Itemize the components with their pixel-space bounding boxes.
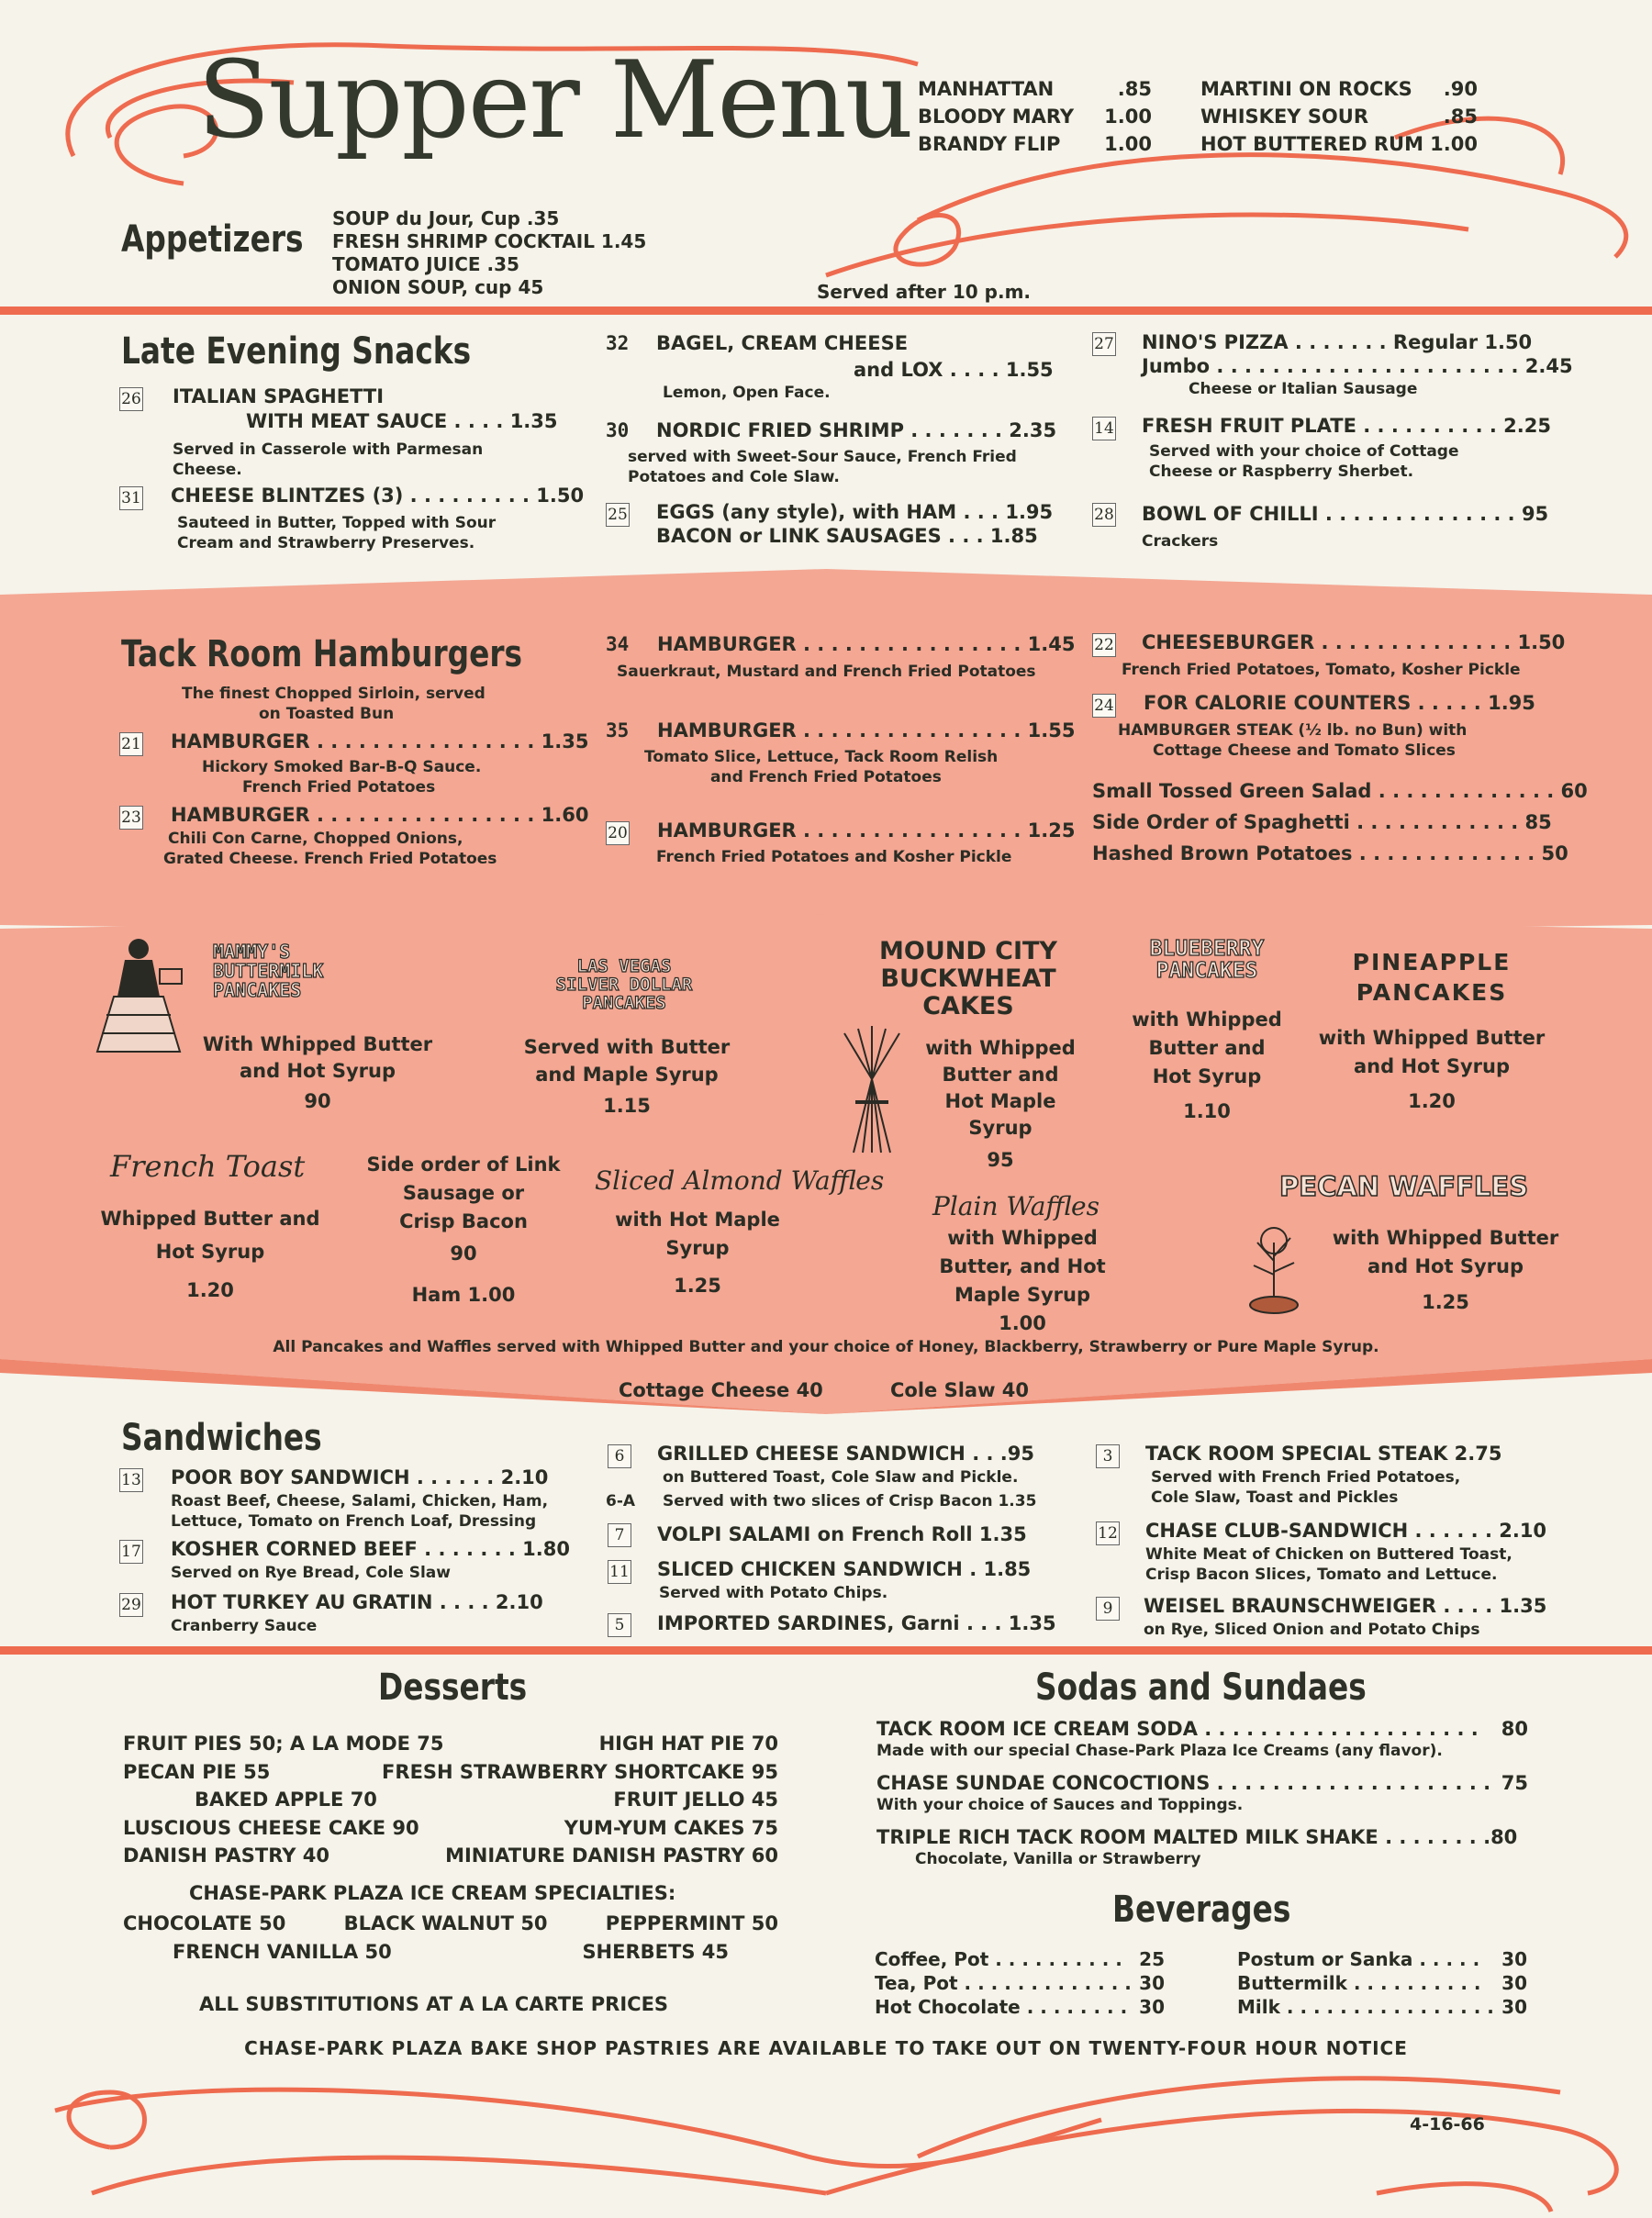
menu-item-name: VOLPI SALAMI on French Roll 1.35 <box>657 1523 1027 1545</box>
desc-line: Hot Syrup <box>155 1241 265 1263</box>
drink-item <box>918 130 1152 158</box>
menu-item-name: BAGEL, CREAM CHEESE <box>656 332 909 354</box>
beverage-name: Postum or Sanka . . . . . <box>1237 1948 1480 1970</box>
beverages-right <box>1237 1947 1527 2019</box>
mammy-title-line: MAMMY'S <box>213 941 291 963</box>
beverages-left <box>875 1947 1165 2019</box>
menu-item-desc: French Fried Potatoes and Kosher Pickle <box>656 848 1012 866</box>
desc-line: Maple Syrup <box>954 1284 1090 1306</box>
soda-desc: With your choice of Sauces and Toppings. <box>876 1796 1244 1814</box>
beverage-name: Hot Chocolate . . . . . . . . <box>875 1996 1128 2018</box>
menu-item-desc: White Meat of Chicken on Buttered Toast, <box>1145 1545 1512 1564</box>
buckwheat-title <box>854 938 1083 1020</box>
menu-item-name: HAMBURGER . . . . . . . . . . . . . . . . 1.35 <box>171 730 589 752</box>
menu-item-desc: Cottage Cheese and Tomato Slices <box>1153 741 1456 760</box>
price: 1.15 <box>603 1095 651 1117</box>
desc-line: Syrup <box>968 1117 1032 1139</box>
ice-cream-item: FRENCH VANILLA 50 <box>173 1941 392 1963</box>
menu-item-desc: Lettuce, Tomato on French Loaf, Dressing <box>171 1512 537 1531</box>
menu-item-name: EGGS (any style), with HAM . . . 1.95 <box>656 501 1054 523</box>
soda-item <box>876 1772 1528 1794</box>
dessert-item: YUM-YUM CAKES 75 <box>564 1816 778 1839</box>
desc-line: Butter and <box>942 1064 1059 1086</box>
desc-line: Butter, and Hot <box>939 1255 1106 1277</box>
menu-item-desc: HAMBURGER STEAK (½ lb. no Bun) with <box>1118 721 1468 740</box>
hamburgers-intro: The finest Chopped Sirloin, served <box>182 685 486 703</box>
beverage-price: 30 <box>1501 1972 1527 1994</box>
beverage-name: Milk . . . . . . . . . . . . . . . . <box>1237 1996 1494 2018</box>
item-number: 34 <box>606 633 630 655</box>
beverage-price: 25 <box>1139 1948 1165 1970</box>
drink-name: MARTINI ON ROCKS <box>1200 78 1412 100</box>
beverage-name: Buttermilk . . . . . . . . . . <box>1237 1972 1481 1994</box>
soda-desc: Chocolate, Vanilla or Strawberry <box>915 1850 1201 1868</box>
item-number: 20 <box>606 821 630 845</box>
soda-price: 75 <box>1501 1772 1528 1794</box>
menu-item-desc: Grated Cheese. French Fried Potatoes <box>163 850 497 868</box>
menu-item-desc: Cheese. <box>173 461 242 479</box>
drink-item <box>918 103 1152 130</box>
dessert-item: MINIATURE DANISH PASTRY 60 <box>445 1845 778 1867</box>
menu-item-desc: on Buttered Toast, Cole Slaw and Pickle. <box>663 1468 1019 1487</box>
appetizers-list <box>332 207 646 299</box>
drink-item <box>1200 130 1478 158</box>
pecan-tree-illustration <box>1241 1224 1307 1316</box>
price: Ham 1.00 <box>411 1284 516 1306</box>
menu-date: 4-16-66 <box>1410 2114 1485 2134</box>
item-number: 6-A <box>606 1492 636 1510</box>
pancake-note: All Pancakes and Waffles served with Whipped Butter and your choice of Honey, Blackberry, Strawberry or Pure Maple Syrup. <box>273 1338 1379 1356</box>
mammy-illustration <box>88 932 189 1059</box>
hamburgers-heading: Tack Room Hamburgers <box>121 633 523 675</box>
pecan-waffles-desc <box>1312 1224 1579 1317</box>
menu-item-desc: Cole Slaw, Toast and Pickles <box>1151 1488 1399 1507</box>
price: 1.25 <box>674 1275 721 1297</box>
pineapple-desc <box>1312 1024 1551 1116</box>
drink-item <box>1200 75 1478 103</box>
bakeshop-note: CHASE-PARK PLAZA BAKE SHOP PASTRIES ARE AVAILABLE TO TAKE OUT ON TWENTY-FOUR HOUR NOTICE <box>244 2037 1408 2059</box>
desc-line: with Whipped Butter <box>1332 1227 1559 1249</box>
price: 90 <box>450 1243 477 1265</box>
menu-title: Supper Menu <box>197 39 912 162</box>
drink-item <box>1200 103 1478 130</box>
item-number: 30 <box>606 419 630 441</box>
soda-name: TRIPLE RICH TACK ROOM MALTED MILK SHAKE . . . . . . . .80 <box>876 1826 1518 1848</box>
item-number: 25 <box>606 503 630 527</box>
menu-item-name: WITH MEAT SAUCE . . . . 1.35 <box>246 410 558 432</box>
drink-price: .85 <box>1117 78 1152 100</box>
desserts-list <box>123 1730 778 1870</box>
ice-cream-heading: CHASE-PARK PLAZA ICE CREAM SPECIALTIES: <box>189 1882 676 1904</box>
menu-item-name: KOSHER CORNED BEEF . . . . . . . 1.80 <box>171 1538 570 1560</box>
desc-line: Butter and <box>1148 1037 1266 1059</box>
menu-item-name: ITALIAN SPAGHETTI <box>173 385 385 407</box>
price: 1.25 <box>1422 1291 1469 1313</box>
menu-item-name: Jumbo . . . . . . . . . . . . . . . . . . . . . . 2.45 <box>1142 355 1573 377</box>
menu-item-name: IMPORTED SARDINES, Garni . . . 1.35 <box>657 1612 1056 1634</box>
beverage-item <box>875 1995 1165 2019</box>
divider <box>0 1646 1652 1655</box>
item-number: 32 <box>606 332 630 354</box>
dessert-item: LUSCIOUS CHEESE CAKE 90 <box>123 1816 419 1839</box>
menu-item-desc: Lemon, Open Face. <box>663 384 831 402</box>
menu-item-name: BOWL OF CHILLI . . . . . . . . . . . . . . 95 <box>1142 503 1549 525</box>
menu-item-name: CHEESEBURGER . . . . . . . . . . . . . . 1.50 <box>1142 631 1566 653</box>
substitutions-note: ALL SUBSTITUTIONS AT A LA CARTE PRICES <box>199 1993 669 2015</box>
dessert-row <box>123 1814 778 1843</box>
item-number: 14 <box>1092 417 1116 440</box>
drinks-left <box>918 75 1152 158</box>
buckwheat-title-line: MOUND CITY <box>879 937 1057 965</box>
desc-line: with Whipped Butter <box>1318 1027 1546 1049</box>
drink-price: .85 <box>1443 106 1478 128</box>
mammy-desc <box>189 1031 446 1115</box>
menu-item-desc: French Fried Potatoes <box>242 778 436 797</box>
lasvegas-desc <box>503 1033 751 1120</box>
menu-item-name: HAMBURGER . . . . . . . . . . . . . . . . 1.45 <box>657 633 1076 655</box>
item-number: 22 <box>1092 633 1116 657</box>
blueberry-title-line: BLUEBERRY <box>1149 937 1265 961</box>
buckwheat-title-line: BUCKWHEAT <box>880 964 1056 993</box>
desc-line: with Whipped <box>1132 1009 1282 1031</box>
extra-cole-slaw: Cole Slaw 40 <box>890 1379 1030 1401</box>
soda-price: 80 <box>1501 1718 1528 1740</box>
drink-name: BRANDY FLIP <box>918 133 1061 155</box>
dessert-row <box>123 1786 778 1814</box>
dessert-item: FRESH STRAWBERRY SHORTCAKE 95 <box>382 1760 778 1783</box>
menu-item-name: HAMBURGER . . . . . . . . . . . . . . . . 1.60 <box>171 804 589 826</box>
pecan-waffles-title: PECAN WAFFLES <box>1279 1171 1529 1202</box>
menu-item-desc: Served with two slices of Crisp Bacon 1.35 <box>663 1492 1037 1510</box>
dessert-row <box>123 1758 778 1787</box>
menu-item-name: CHEESE BLINTZES (3) . . . . . . . . . 1.50 <box>171 485 585 507</box>
divider <box>0 307 1652 315</box>
menu-item-desc: Served with your choice of Cottage <box>1149 442 1459 461</box>
desc-line: with Whipped <box>925 1037 1076 1059</box>
menu-item-name: BACON or LINK SAUSAGES . . . 1.85 <box>656 525 1038 547</box>
menu-item-desc: Served on Rye Bread, Cole Slaw <box>171 1564 451 1582</box>
menu-item-desc: French Fried Potatoes, Tomato, Kosher Pickle <box>1122 661 1521 679</box>
side-item: Hashed Brown Potatoes . . . . . . . . . . . . . 50 <box>1092 842 1568 864</box>
side-sausage-desc <box>358 1151 569 1310</box>
price: 1.10 <box>1183 1100 1231 1122</box>
appetizer-item: FRESH SHRIMP COCKTAIL 1.45 <box>332 230 647 252</box>
desc-line: and Hot Syrup <box>240 1060 396 1082</box>
lasvegas-title <box>514 958 734 1013</box>
ice-cream-item: SHERBETS 45 <box>582 1941 729 1963</box>
item-number: 12 <box>1096 1521 1120 1545</box>
ice-cream-item: CHOCOLATE 50 <box>123 1912 286 1934</box>
item-number: 5 <box>608 1613 631 1637</box>
desc-line: and Hot Syrup <box>1354 1055 1510 1077</box>
desc-line: Sausage or <box>402 1182 525 1204</box>
dessert-item: FRUIT JELLO 45 <box>613 1789 778 1811</box>
menu-item-desc: on Rye, Sliced Onion and Potato Chips <box>1144 1621 1480 1639</box>
soda-name: TACK ROOM ICE CREAM SODA . . . . . . . . . . . . . . . . . . . . <box>876 1718 1479 1740</box>
item-number: 28 <box>1092 503 1116 527</box>
beverage-price: 30 <box>1139 1996 1165 2018</box>
lasvegas-title-line: LAS VEGAS <box>576 956 672 976</box>
ice-cream-item: BLACK WALNUT 50 <box>343 1912 548 1934</box>
price: 1.20 <box>186 1279 234 1301</box>
wheat-sheaf-illustration <box>835 1024 909 1162</box>
blueberry-desc <box>1120 1006 1294 1126</box>
buckwheat-desc <box>909 1035 1092 1174</box>
desc-line: Whipped Butter and <box>100 1208 320 1230</box>
item-number: 9 <box>1096 1597 1120 1621</box>
ice-cream-item: PEPPERMINT 50 <box>605 1912 778 1934</box>
menu-item-desc: Tomato Slice, Lettuce, Tack Room Relish <box>644 748 999 766</box>
beverages-heading: Beverages <box>1112 1889 1291 1931</box>
item-number: 21 <box>119 732 143 756</box>
snacks-heading: Late Evening Snacks <box>121 330 472 373</box>
dessert-item: BAKED APPLE 70 <box>195 1789 377 1811</box>
beverage-price: 30 <box>1501 1948 1527 1970</box>
side-item: Side Order of Spaghetti . . . . . . . . . . . . 85 <box>1092 811 1552 833</box>
menu-item-desc: Cream and Strawberry Preserves. <box>177 534 475 552</box>
price: 95 <box>987 1149 1014 1171</box>
item-number: 11 <box>608 1560 631 1584</box>
dessert-row <box>123 1730 778 1758</box>
menu-item-desc: and French Fried Potatoes <box>710 768 942 786</box>
ice-cream-row <box>123 1912 778 1934</box>
sandwiches-heading: Sandwiches <box>121 1417 322 1459</box>
extra-cottage-cheese: Cottage Cheese 40 <box>619 1379 823 1401</box>
menu-item-name: HAMBURGER . . . . . . . . . . . . . . . . 1.25 <box>657 819 1076 842</box>
item-number: 35 <box>606 719 630 741</box>
desc-line: with Hot Maple <box>615 1209 780 1231</box>
drink-item <box>918 75 1152 103</box>
menu-item-desc: Crisp Bacon Slices, Tomato and Lettuce. <box>1145 1566 1498 1584</box>
drinks-right <box>1200 75 1478 158</box>
mammy-title <box>213 942 424 1000</box>
menu-item-name: and LOX . . . . 1.55 <box>854 359 1054 381</box>
menu-item-name: POOR BOY SANDWICH . . . . . . 2.10 <box>171 1466 549 1488</box>
desc-line: Hot Maple <box>944 1090 1056 1112</box>
menu-item-name: WEISEL BRAUNSCHWEIGER . . . . 1.35 <box>1144 1595 1547 1617</box>
desc-line: Crisp Bacon <box>399 1210 528 1232</box>
pineapple-title-line: PINEAPPLE <box>1352 949 1512 975</box>
menu-item-desc: Cheese or Raspberry Sherbet. <box>1149 463 1414 481</box>
item-number: 6 <box>608 1444 631 1468</box>
desc-line: Syrup <box>665 1237 730 1259</box>
desc-line: with Whipped <box>947 1227 1098 1249</box>
item-number: 13 <box>119 1468 143 1492</box>
menu-item-desc: Cranberry Sauce <box>171 1617 318 1635</box>
desc-line: Served with Butter <box>523 1036 731 1058</box>
item-number: 3 <box>1096 1444 1120 1468</box>
sodas-heading: Sodas and Sundaes <box>1035 1666 1367 1709</box>
item-number: 26 <box>119 387 143 411</box>
almond-waffles-desc <box>606 1206 789 1300</box>
item-number: 17 <box>119 1540 143 1564</box>
menu-item-name: FRESH FRUIT PLATE . . . . . . . . . . 2.25 <box>1142 415 1551 437</box>
dessert-item: PECAN PIE 55 <box>123 1760 271 1783</box>
soda-name: CHASE SUNDAE CONCOCTIONS . . . . . . . . . . . . . . . . . . . . <box>876 1772 1491 1794</box>
mammy-title-line: BUTTERMILK <box>213 960 324 982</box>
item-number: 31 <box>119 486 143 510</box>
menu-item-desc: served with Sweet-Sour Sauce, French Fried <box>628 448 1017 466</box>
soda-desc: Made with our special Chase-Park Plaza Ice Creams (any flavor). <box>876 1742 1443 1760</box>
drink-name: BLOODY MARY <box>918 106 1075 128</box>
served-note: Served after 10 p.m. <box>817 281 1032 303</box>
lasvegas-title-line: PANCAKES <box>582 992 666 1013</box>
desc-line: and Hot Syrup <box>1367 1255 1524 1277</box>
dessert-row <box>123 1842 778 1870</box>
menu-item-desc: Hickory Smoked Bar-B-Q Sauce. <box>202 758 482 776</box>
pineapple-title <box>1312 947 1551 1008</box>
menu-item-desc: Potatoes and Cole Slaw. <box>628 468 840 486</box>
desserts-heading: Desserts <box>378 1666 528 1709</box>
beverage-item <box>875 1971 1165 1995</box>
dessert-item: HIGH HAT PIE 70 <box>598 1733 778 1755</box>
side-item: Small Tossed Green Salad . . . . . . . . . . . . . 60 <box>1092 780 1588 802</box>
price: 1.00 <box>999 1312 1046 1334</box>
beverage-item <box>1237 1947 1527 1971</box>
menu-item-name: SLICED CHICKEN SANDWICH . 1.85 <box>657 1558 1032 1580</box>
menu-item-name: HOT TURKEY AU GRATIN . . . . 2.10 <box>171 1591 543 1613</box>
soda-item <box>876 1718 1528 1740</box>
menu-item-desc: Served in Casserole with Parmesan <box>173 440 484 459</box>
price: 1.20 <box>1408 1090 1456 1112</box>
menu-item-name: TACK ROOM SPECIAL STEAK 2.75 <box>1145 1443 1502 1465</box>
blueberry-title <box>1120 938 1294 982</box>
beverage-name: Tea, Pot . . . . . . . . . . . . . <box>875 1972 1132 1994</box>
price: 90 <box>304 1090 331 1112</box>
blueberry-title-line: PANCAKES <box>1155 959 1258 984</box>
menu-item-name: NINO'S PIZZA . . . . . . . Regular 1.50 <box>1142 331 1533 353</box>
menu-item-desc: Cheese or Italian Sausage <box>1189 380 1418 398</box>
desc-line: Hot Syrup <box>1152 1065 1262 1087</box>
plain-waffles-title: Plain Waffles <box>932 1191 1099 1221</box>
beverage-price: 30 <box>1501 1996 1527 2018</box>
plain-waffles-desc <box>921 1224 1123 1338</box>
menu-item-desc: Served with Potato Chips. <box>659 1584 888 1602</box>
menu-item-name: NORDIC FRIED SHRIMP . . . . . . . 2.35 <box>656 419 1057 441</box>
buckwheat-title-line: CAKES <box>922 992 1014 1020</box>
mammy-title-line: PANCAKES <box>213 979 302 1001</box>
menu-item-name: FOR CALORIE COUNTERS . . . . . 1.95 <box>1144 692 1535 714</box>
menu-item-desc: Sauteed in Butter, Topped with Sour <box>177 514 497 532</box>
desc-line: and Maple Syrup <box>535 1064 719 1086</box>
appetizers-heading: Appetizers <box>121 218 304 261</box>
sodas-list <box>876 1718 1528 1868</box>
drink-name: WHISKEY SOUR <box>1200 106 1369 128</box>
item-number: 29 <box>119 1593 143 1617</box>
ice-cream-row <box>173 1941 729 1963</box>
beverage-name: Coffee, Pot . . . . . . . . . . <box>875 1948 1122 1970</box>
lasvegas-title-line: SILVER DOLLAR <box>555 974 693 995</box>
menu-item-desc: Roast Beef, Cheese, Salami, Chicken, Ham, <box>171 1492 549 1510</box>
item-number: 24 <box>1092 694 1116 718</box>
menu-item-desc: Sauerkraut, Mustard and French Fried Potatoes <box>617 663 1036 681</box>
hamburgers-intro: on Toasted Bun <box>259 705 395 723</box>
beverage-item <box>875 1947 1165 1971</box>
item-number: 27 <box>1092 332 1116 356</box>
french-toast-desc <box>95 1202 325 1307</box>
menu-item-desc: Crackers <box>1142 532 1219 551</box>
drink-price: 1.00 <box>1104 133 1152 155</box>
drink-price: 1.00 <box>1430 133 1478 155</box>
menu-item-name: HAMBURGER . . . . . . . . . . . . . . . . 1.55 <box>657 719 1076 741</box>
drink-name: MANHATTAN <box>918 78 1055 100</box>
appetizer-item: SOUP du Jour, Cup .35 <box>332 207 560 229</box>
almond-waffles-title: Sliced Almond Waffles <box>595 1165 885 1196</box>
dessert-item: DANISH PASTRY 40 <box>123 1845 330 1867</box>
desc-line: Side order of Link <box>366 1154 561 1176</box>
beverage-item <box>1237 1995 1527 2019</box>
pineapple-title-line: PANCAKES <box>1356 979 1508 1006</box>
beverage-item <box>1237 1971 1527 1995</box>
appetizer-item: ONION SOUP, cup 45 <box>332 276 544 298</box>
drink-price: 1.00 <box>1104 106 1152 128</box>
appetizer-item: TOMATO JUICE .35 <box>332 253 519 275</box>
bottom-flourish <box>0 2056 1652 2218</box>
desc-line: With Whipped Butter <box>202 1033 433 1055</box>
drink-name: HOT BUTTERED RUM <box>1200 133 1423 155</box>
menu-item-name: CHASE CLUB-SANDWICH . . . . . . 2.10 <box>1145 1520 1547 1542</box>
french-toast-title: French Toast <box>110 1149 306 1184</box>
menu-item-name: GRILLED CHEESE SANDWICH . . .95 <box>657 1443 1034 1465</box>
menu-item-desc: Served with French Fried Potatoes, <box>1151 1468 1461 1487</box>
dessert-item: FRUIT PIES 50; A LA MODE 75 <box>123 1733 444 1755</box>
item-number: 7 <box>608 1523 631 1547</box>
beverage-price: 30 <box>1139 1972 1165 1994</box>
menu-item-desc: Chili Con Carne, Chopped Onions, <box>168 830 463 848</box>
item-number: 23 <box>119 806 143 830</box>
drink-price: .90 <box>1443 78 1478 100</box>
